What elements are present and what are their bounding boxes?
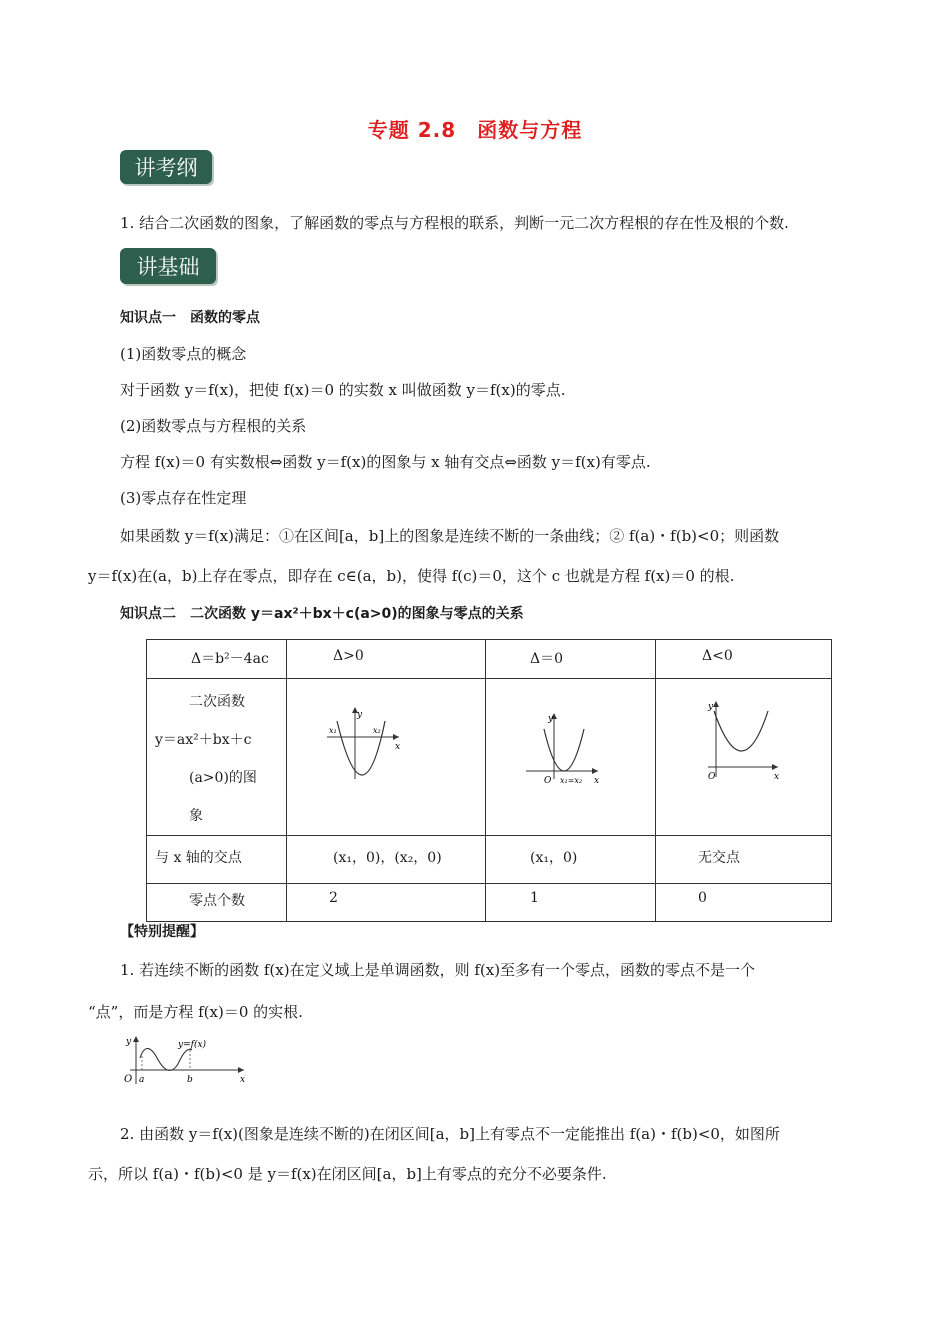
svg-text:O: O xyxy=(124,1074,133,1085)
quadratic-zero-table xyxy=(146,639,832,922)
section-3-title: (3)零点存在性定理 xyxy=(120,489,247,507)
parabola-one-root-graph xyxy=(486,679,655,829)
section-tag-jichu: 讲基础 xyxy=(120,248,216,284)
reminder-p2-line2: 示，所以 f(a)・f(b)<0 是 y＝f(x)在闭区间[a，b]上有零点的充分不必要条件. xyxy=(88,1165,607,1183)
svg-text:x₁: x₁ xyxy=(329,726,337,735)
kaogang-item: 1. 结合二次函数的图象，了解函数的零点与方程根的联系，判断一元二次方程根的存在性及根的个数. xyxy=(120,214,789,232)
section-2-text: 方程 f(x)＝0 有实数根⇔函数 y＝f(x)的图象与 x 轴有交点⇔函数 y＝f(x)有零点. xyxy=(120,453,651,471)
svg-text:x: x xyxy=(395,742,401,752)
section-3-text-line1: 如果函数 y＝f(x)满足：①在区间[a，b]上的图象是连续不断的一条曲线；② f(a)・f(b)<0；则函数 xyxy=(120,527,780,545)
table-header-cell: Δ>0 xyxy=(287,640,486,679)
table-row-intersect-label: 与 x 轴的交点 xyxy=(147,836,287,884)
svg-text:y: y xyxy=(548,714,554,724)
knowledge-point-2-heading: 知识点二 二次函数 y＝ax²＋bx＋c(a>0)的图象与零点的关系 xyxy=(120,606,524,622)
table-row-count-label: 零点个数 xyxy=(147,884,287,922)
section-2-title: (2)函数零点与方程根的关系 xyxy=(120,417,307,435)
table-header-cell: Δ＝0 xyxy=(486,640,656,679)
page-title: 专题 2.8 函数与方程 xyxy=(367,118,583,142)
parabola-no-root-graph xyxy=(656,679,831,829)
svg-text:x: x xyxy=(240,1075,246,1085)
table-cell: 2 xyxy=(287,884,486,922)
svg-text:x₁=x₂: x₁=x₂ xyxy=(560,776,583,785)
section-1-text: 对于函数 y＝f(x)，把使 f(x)＝0 的实数 x 叫做函数 y＝f(x)的零点. xyxy=(120,381,566,399)
table-cell: 0 xyxy=(656,884,832,922)
knowledge-point-1-heading: 知识点一 函数的零点 xyxy=(120,310,260,326)
section-1-title: (1)函数零点的概念 xyxy=(120,345,247,363)
svg-text:y: y xyxy=(708,702,714,712)
reminder-p2-line1: 2. 由函数 y＝f(x)(图象是连续不断的)在闭区间[a，b]上有零点不一定能推出 f(a)・f(b)<0，如图所 xyxy=(120,1125,780,1143)
table-cell: (x₁，0)，(x₂，0) xyxy=(287,836,486,884)
reminder-p1-line1: 1. 若连续不断的函数 f(x)在定义域上是单调函数，则 f(x)至多有一个零点，函数的零点不是一个 xyxy=(120,961,756,979)
svg-text:a: a xyxy=(139,1075,145,1085)
section-tag-kaogang: 讲考纲 xyxy=(120,150,212,184)
svg-text:b: b xyxy=(187,1075,193,1085)
svg-text:y: y xyxy=(126,1037,132,1047)
reminder-p1-line2: “点”，而是方程 f(x)＝0 的实根. xyxy=(88,1003,303,1021)
section-3-text-line2: y＝f(x)在(a，b)上存在零点，即存在 c∈(a，b)，使得 f(c)＝0，这个 c 也就是方程 f(x)＝0 的根. xyxy=(88,567,735,585)
svg-text:x: x xyxy=(594,776,600,786)
svg-text:O: O xyxy=(544,776,552,786)
svg-text:x: x xyxy=(774,772,780,782)
table-header-cell: Δ<0 xyxy=(656,640,832,679)
table-graph-label-cell: 二次函数 y＝ax²＋bx＋c (a>0)的图 象 xyxy=(147,679,287,836)
svg-text:y: y xyxy=(357,710,363,720)
svg-text:y=f(x): y=f(x) xyxy=(178,1040,207,1050)
table-cell: 1 xyxy=(486,884,656,922)
graph-cell-two-roots xyxy=(287,679,486,836)
table-cell: 无交点 xyxy=(656,836,832,884)
svg-text:x₂: x₂ xyxy=(373,726,381,735)
graph-cell-one-root xyxy=(486,679,656,836)
svg-text:O: O xyxy=(708,772,716,782)
table-cell: (x₁，0) xyxy=(486,836,656,884)
function-graph-figure xyxy=(116,1032,256,1090)
parabola-two-roots-graph xyxy=(287,679,485,829)
graph-cell-no-root xyxy=(656,679,832,836)
reminder-heading: 【特别提醒】 xyxy=(120,924,204,940)
table-header-cell: Δ＝b²－4ac xyxy=(147,640,287,679)
